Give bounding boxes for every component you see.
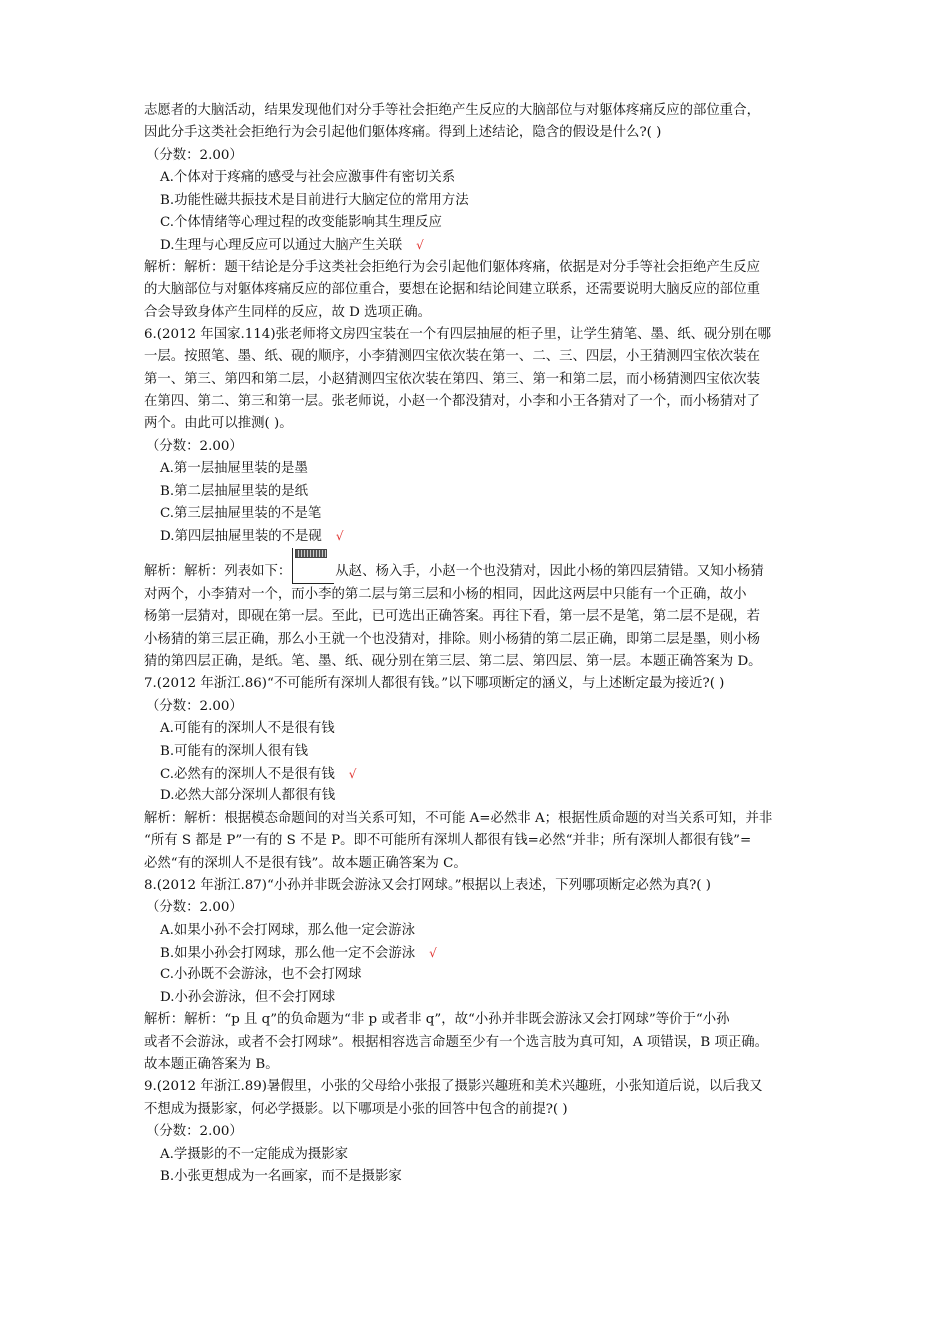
option-text: B.可能有的深圳人很有钱 bbox=[160, 743, 309, 759]
analysis-line: 或者不会游泳，或者不会打网球”。根据相容选言命题至少有一个选言肢为真可知，A 项错误，B 项正确。 bbox=[144, 1034, 769, 1050]
option-text: B.第二层抽屉里装的是纸 bbox=[160, 483, 309, 499]
analysis-line: 必然“有的深圳人不是很有钱”。故本题正确答案为 C。 bbox=[144, 855, 467, 871]
option-text: A.如果小孙不会打网球，那么他一定会游泳 bbox=[160, 922, 415, 938]
option-text: A.可能有的深圳人不是很有钱 bbox=[160, 721, 335, 737]
question-stem-line: 9.(2012 年浙江.89)暑假里，小张的父母给小张报了摄影兴趣班和美术兴趣班，小张知道后说，以后我又 bbox=[144, 1079, 763, 1095]
correct-check-icon: √ bbox=[335, 529, 344, 544]
analysis-line: 猜的第四层正确，是纸。笔、墨、纸、砚分别在第三层、第二层、第四层、第一层。本题正确答案为 D。 bbox=[144, 653, 762, 669]
question-8 bbox=[144, 875, 824, 1077]
correct-check-icon: √ bbox=[348, 766, 357, 781]
question-9 bbox=[144, 1076, 824, 1188]
option-c bbox=[144, 763, 824, 785]
option-text: D.第四层抽屉里装的不是砚 bbox=[160, 529, 322, 545]
option-text: A.个体对于疼痛的感受与社会应激事件有密切关系 bbox=[160, 170, 456, 186]
option-d bbox=[144, 987, 824, 1009]
analysis-line: 解析：解析：题干结论是分手这类社会拒绝行为会引起他们躯体疼痛，依据是对分手等社会拒绝产生反应 bbox=[144, 259, 760, 275]
option-a bbox=[144, 458, 824, 480]
analysis-line: 小杨猜的第三层正确，那么小王就一个也没猜对，排除。则小杨猜的第二层正确，即第二层是墨，则小杨 bbox=[144, 631, 760, 647]
question-stem-line: 因此分手这类社会拒绝行为会引起他们躯体疼痛。得到上述结论，隐含的假设是什么?( ) bbox=[144, 125, 662, 141]
option-text: D.生理与心理反应可以通过大脑产生关联 bbox=[160, 238, 403, 254]
option-text: B.如果小孙会打网球，那么他一定不会游泳 bbox=[160, 946, 416, 962]
table-thumbnail bbox=[295, 549, 327, 558]
analysis-line-with-table bbox=[144, 548, 824, 584]
option-text: C.第三层抽屉里装的不是笔 bbox=[160, 506, 322, 522]
option-text: B.功能性磁共振技术是目前进行大脑定位的常用方法 bbox=[160, 192, 469, 208]
table-image-border bbox=[292, 583, 334, 584]
document-page bbox=[144, 100, 824, 1188]
option-b bbox=[144, 741, 824, 763]
question-stem-line: 一层。按照笔、墨、纸、砚的顺序，小李猜测四宝依次装在第一、二、三、四层，小王猜测四宝依次装在 bbox=[144, 349, 760, 365]
option-text: A.第一层抽屉里装的是墨 bbox=[160, 461, 308, 477]
table-image-border bbox=[292, 548, 293, 584]
correct-check-icon: √ bbox=[416, 238, 424, 253]
option-text: A.学摄影的不一定能成为摄影家 bbox=[160, 1146, 349, 1162]
option-a bbox=[144, 167, 824, 189]
option-text: C.个体情绪等心理过程的改变能影响其生理反应 bbox=[160, 214, 442, 230]
question-stem-line: 两个。由此可以推测( )。 bbox=[144, 416, 293, 432]
option-text: C.必然有的深圳人不是很有钱 bbox=[160, 766, 335, 782]
question-stem-line: 7.(2012 年浙江.86)“不可能所有深圳人都很有钱。”以下哪项断定的涵义，与上述断定最为接近?( ) bbox=[144, 676, 725, 692]
analysis-prefix: 解析：解析：列表如下： bbox=[144, 564, 292, 580]
question-stem-line: 在第四、第二、第三和第一层。张老师说，小赵一个都没猜对，小李和小王各猜对了一个，而小杨猜对了 bbox=[144, 394, 760, 410]
option-b bbox=[144, 1166, 824, 1188]
analysis-line: 故本题正确答案为 B。 bbox=[144, 1057, 279, 1073]
question-score: （分数：2.00） bbox=[146, 698, 243, 714]
analysis-line: 合会导致身体产生同样的反应，故 D 选项正确。 bbox=[144, 304, 432, 320]
option-text: D.小孙会游泳，但不会打网球 bbox=[160, 989, 336, 1005]
option-b bbox=[144, 190, 824, 212]
option-c bbox=[144, 503, 824, 525]
question-stem-line: 6.(2012 年国家.114)张老师将文房四宝装在一个有四层抽屉的柜子里，让学生猜笔、墨、纸、砚分别在哪 bbox=[144, 326, 771, 342]
analysis-line: “所有 S 都是 P”一有的 S 不是 P。即不可能所有深圳人都很有钱=必然“并非；所有深圳人都很有钱”= bbox=[144, 833, 752, 849]
option-text: B.小张更想成为一名画家，而不是摄影家 bbox=[160, 1168, 402, 1184]
question-score: （分数：2.00） bbox=[146, 438, 243, 454]
option-d bbox=[144, 785, 824, 807]
option-c bbox=[144, 964, 824, 986]
option-text: C.小孙既不会游泳，也不会打网球 bbox=[160, 967, 362, 983]
option-d bbox=[144, 525, 824, 547]
question-score: （分数：2.00） bbox=[146, 900, 243, 916]
option-a bbox=[144, 920, 824, 942]
option-a bbox=[144, 718, 824, 740]
option-b bbox=[144, 942, 824, 964]
question-6 bbox=[144, 324, 824, 673]
question-stem-line: 不想成为摄影家，何必学摄影。以下哪项是小张的回答中包含的前提?( ) bbox=[144, 1101, 568, 1117]
question-score: （分数：2.00） bbox=[146, 147, 243, 163]
question-score: （分数：2.00） bbox=[146, 1124, 243, 1140]
question-stem-line: 8.(2012 年浙江.87)“小孙并非既会游泳又会打网球。”根据以上表述，下列哪项断定必然为真?( ) bbox=[144, 877, 712, 893]
option-a bbox=[144, 1144, 824, 1166]
analysis-line: 解析：解析：根据模态命题间的对当关系可知，不可能 A=必然非 A；根据性质命题的对当关系可知，并非 bbox=[144, 810, 773, 826]
question-7 bbox=[144, 673, 824, 875]
analysis-line: 的大脑部位与对躯体疼痛反应的部位重合，要想在论据和结论间建立联系，还需要说明大脑反应的部位重 bbox=[144, 282, 760, 298]
question-5 bbox=[144, 100, 824, 324]
analysis-suffix: 从赵、杨入手，小赵一个也没猜对，因此小杨的第四层猜错。又知小杨猜 bbox=[335, 564, 764, 580]
analysis-line: 对两个，小李猜对一个，而小李的第二层与第三层和小杨的相同，因此这两层中只能有一个正确，故小 bbox=[144, 586, 747, 602]
option-b bbox=[144, 481, 824, 503]
guess-table-image bbox=[292, 548, 334, 584]
question-stem-line: 第一、第三、第四和第二层，小赵猜测四宝依次装在第四、第三、第一和第二层，而小杨猜测四宝依次装 bbox=[144, 371, 760, 387]
correct-check-icon: √ bbox=[429, 946, 437, 961]
analysis-line: 解析：解析：“p 且 q”的负命题为“非 p 或者非 q”，故“小孙并非既会游泳又会打网球”等价于“小孙 bbox=[144, 1012, 730, 1028]
option-c bbox=[144, 212, 824, 234]
option-d bbox=[144, 234, 824, 256]
analysis-line: 杨第一层猜对，即砚在第一层。至此，已可选出正确答案。再往下看，第一层不是笔，第二层不是砚，若 bbox=[144, 609, 760, 625]
option-text: D.必然大部分深圳人都很有钱 bbox=[160, 788, 336, 804]
question-stem-line: 志愿者的大脑活动，结果发现他们对分手等社会拒绝产生反应的大脑部位与对躯体疼痛反应的部位重合， bbox=[144, 103, 760, 118]
